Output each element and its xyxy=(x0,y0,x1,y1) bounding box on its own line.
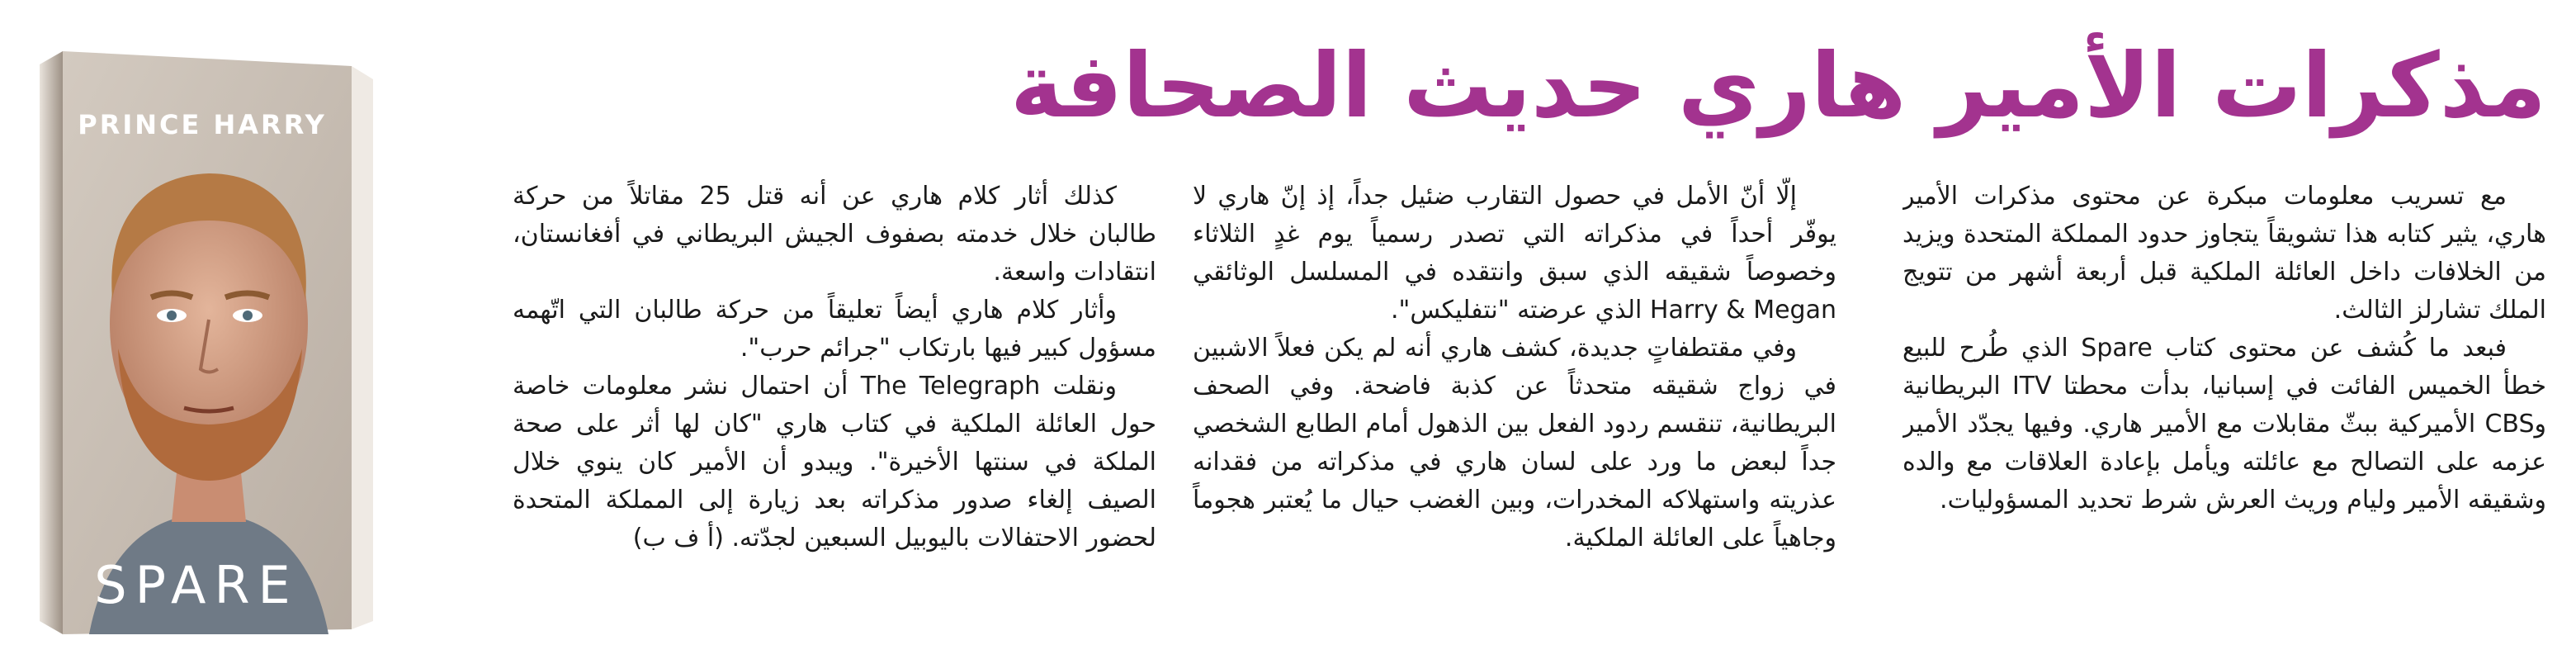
paragraph: ونقلت The Telegraph أن احتمال نشر معلومات خاصة حول العائلة الملكية في كتاب هاري "كان لها أثر على صحة الملكة في سنتها الأخيرة". ويبدو أن الأمير كان ينوي خلال الصيف إلغاء صدور مذكراته بعد زيارة إلى المملكة المتحدة لحضور الاحتفالات باليوبيل السبعين لجدّته. (أ ف ب) xyxy=(513,372,1156,553)
book-page-edge xyxy=(352,66,373,629)
article-headline: مذكرات الأمير هاري حديث الصحافة xyxy=(1009,35,2546,138)
paragraph: وأثار كلام هاري أيضاً تعليقاً من حركة طالبان التي اتّهمه مسؤول كبير فيها بارتكاب "جرائم حرب". xyxy=(513,296,1156,363)
article-column-2 xyxy=(1193,178,1836,607)
book-author-label: PRINCE HARRY xyxy=(78,109,327,140)
paragraph: إلّا أنّ الأمل في حصول التقارب ضئيل جداً، إذ إنّ هاري لا يوفّر أحداً في مذكراته التي تصدر رسمياً يوم غدٍ الثلاثاء وخصوصاً شقيقه الذي سبق وانتقده في المسلسل الوثائقي Harry & Megan الذي عرضته "نتفليكس". xyxy=(1193,182,1836,325)
article-column-3 xyxy=(513,178,1156,607)
left-iris-shape xyxy=(167,311,177,320)
paragraph: مع تسريب معلومات مبكرة عن محتوى مذكرات الأمير هاري، يثير كتابه هذا تشويقاً يتجاوز حدود المملكة المتحدة ويزيد من الخلافات داخل العائلة الملكية قبل أربعة أشهر من تتويج الملك تشارلز الثالث. xyxy=(1902,182,2546,325)
right-iris-shape xyxy=(243,311,253,320)
article-column-1 xyxy=(1902,178,2546,607)
book-spine-edge xyxy=(40,51,63,634)
book-cover-image xyxy=(40,51,380,634)
paragraph: وفي مقتطفاتٍ جديدة، كشف هاري أنه لم يكن فعلاً الاشبين في زواج شقيقه متحدثاً عن كذبة فاضحة. وفي الصحف البريطانية، تنقسم ردود الفعل بين الذهول أمام الطابع الشخصي جداً لبعض ما ورد على لسان هاري في مذكراته من فقدانه عذريته واستهلاكه المخدرات، وبين الغضب حيال ما يُعتبر هجوماً وجاهياً على العائلة الملكية. xyxy=(1193,334,1836,553)
paragraph: فبعد ما كُشف عن محتوى كتاب Spare الذي طُرح للبيع خطأ الخميس الفائت في إسبانيا، بدأت محطتا ITV البريطانية وCBS الأميركية ببثّ مقابلات مع الأمير هاري. وفيها يجدّد الأمير عزمه على التصالح مع عائلته ويأمل بإعادة العلاقات مع والده وشقيقه الأمير وليام وريث العرش شرط تحديد المسؤوليات. xyxy=(1902,334,2546,515)
book-title-label: SPARE xyxy=(94,555,299,615)
paragraph: كذلك أثار كلام هاري عن أنه قتل 25 مقاتلاً من حركة طالبان خلال خدمته بصفوف الجيش البريطاني في أفغانستان، انتقادات واسعة. xyxy=(513,182,1156,287)
